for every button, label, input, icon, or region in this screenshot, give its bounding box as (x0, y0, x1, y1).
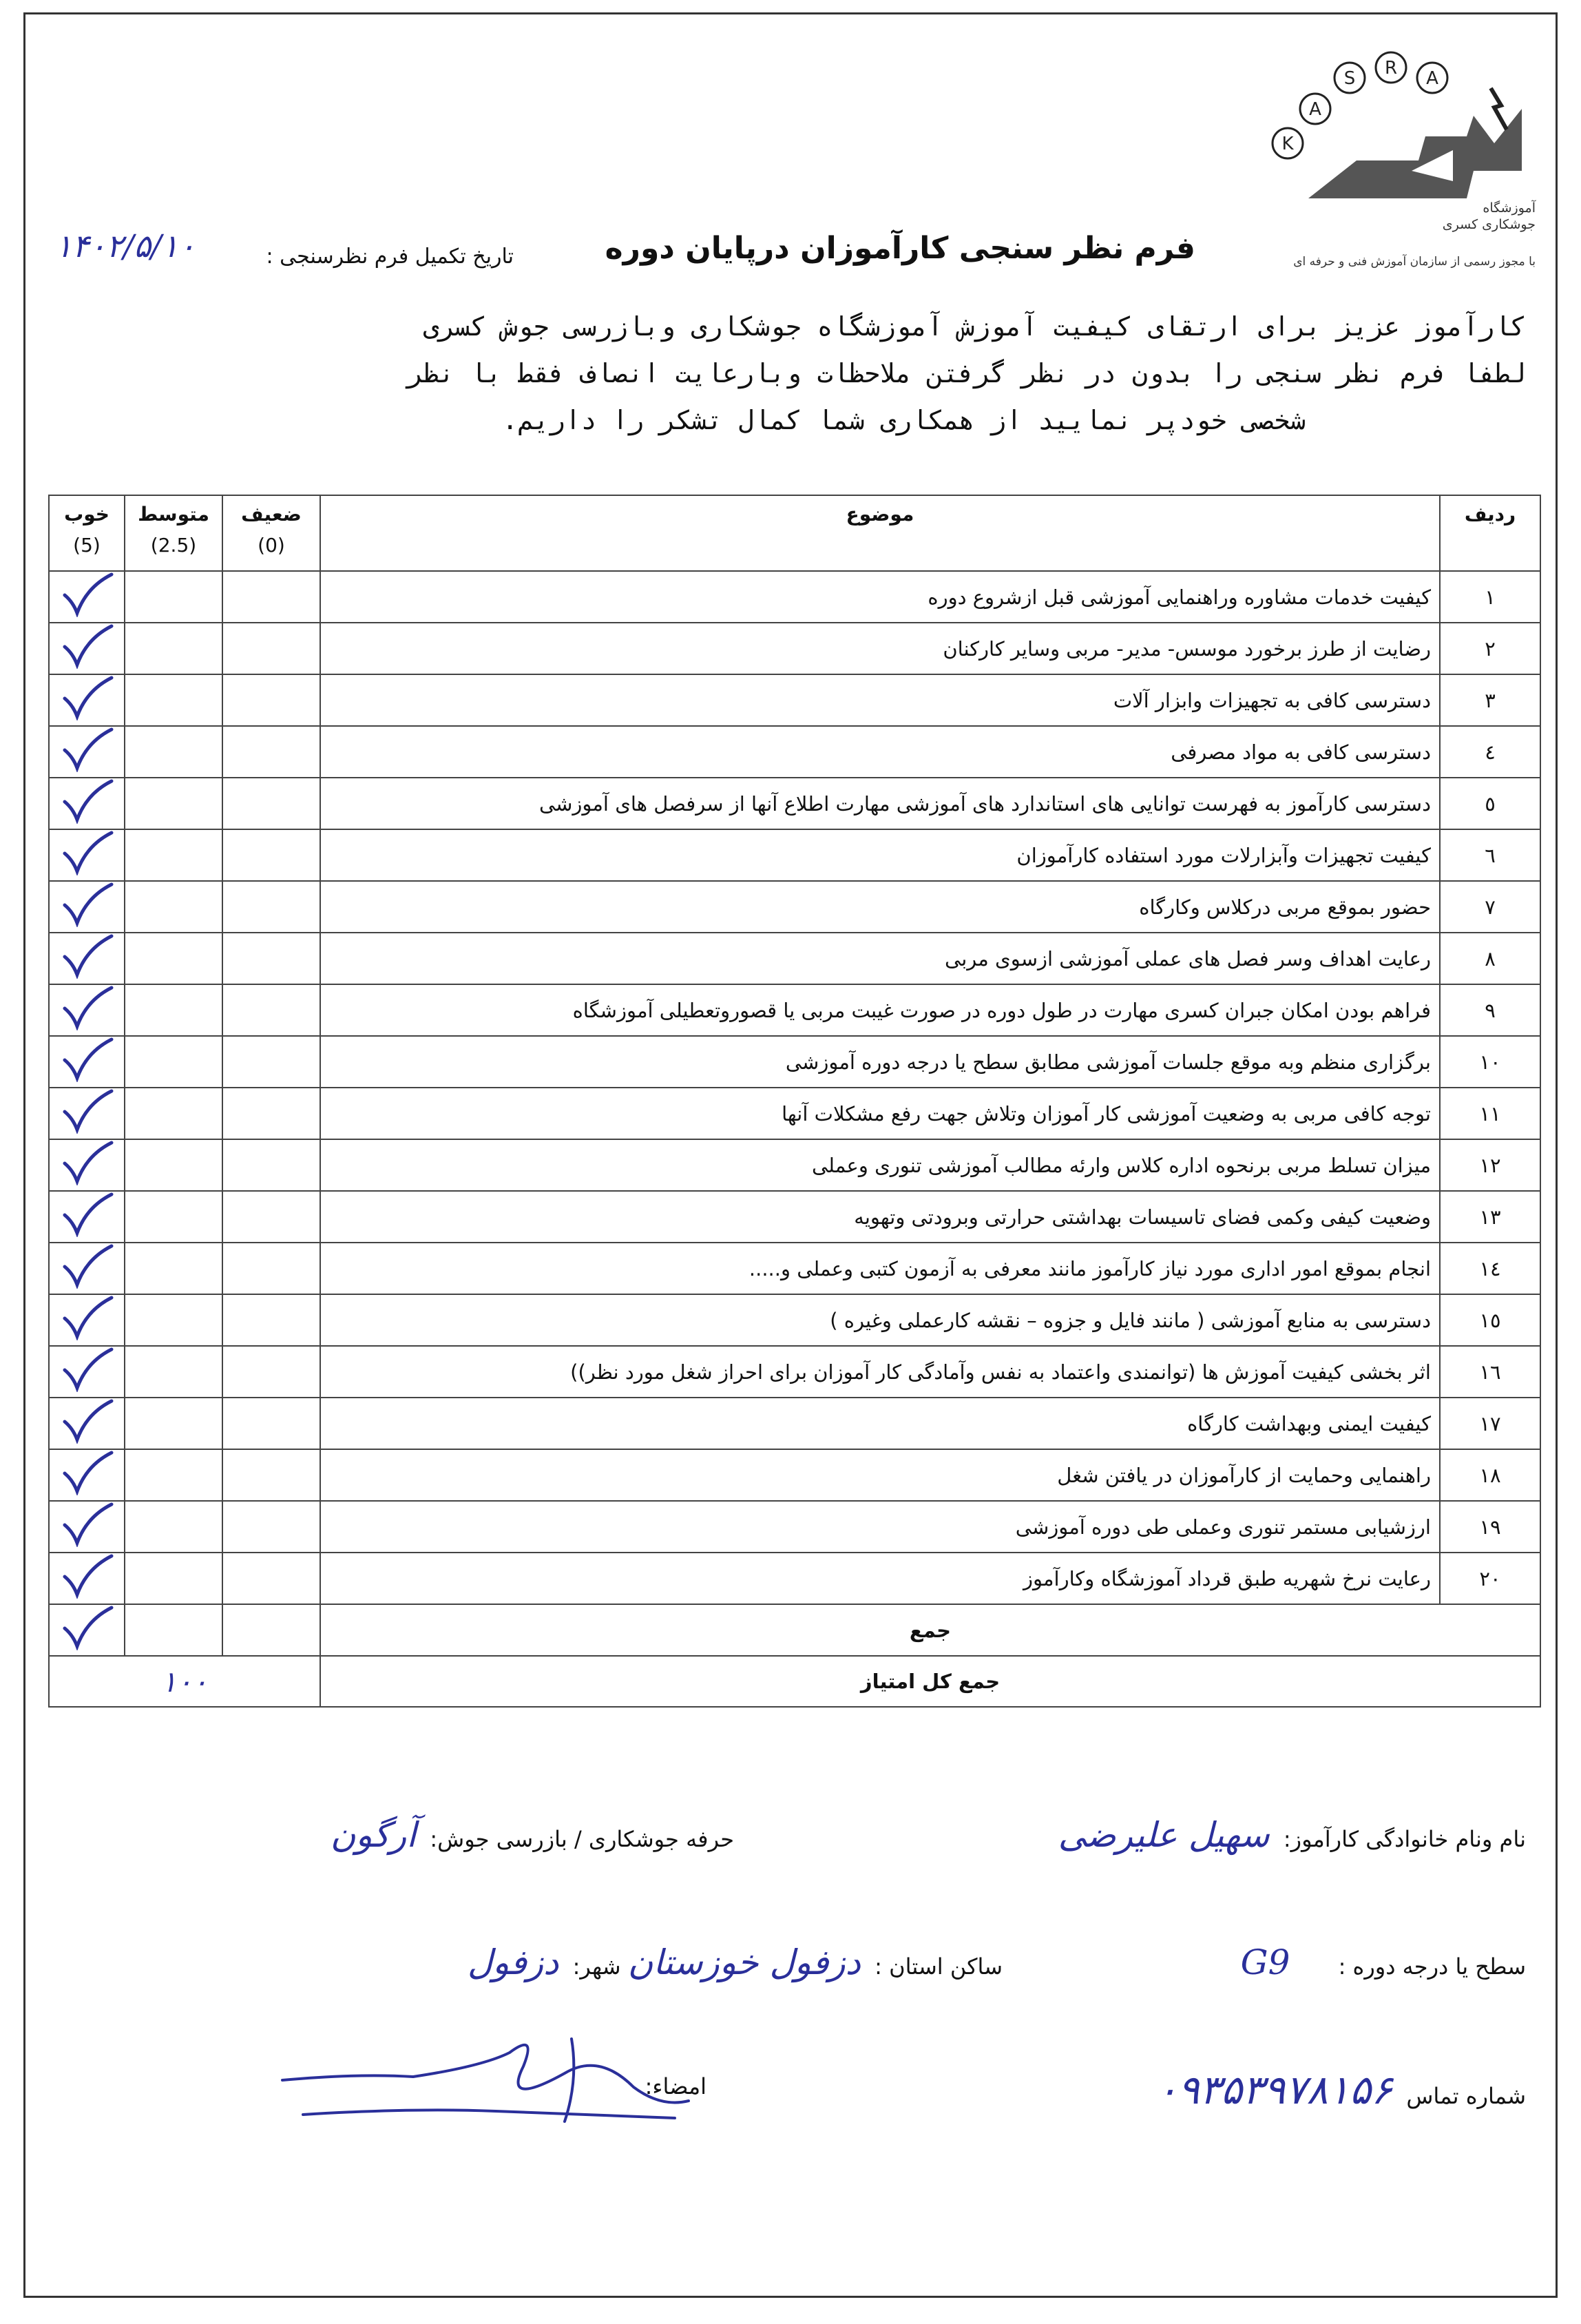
phone-value[interactable]: ۰۹۳۵۳۹۷۸۱۵۶ (1156, 2066, 1393, 2113)
rating-medium-cell[interactable] (125, 881, 222, 933)
phone-label: شماره تماس (1406, 2083, 1526, 2109)
row-topic: انجام بموقع امور اداری مورد نیاز کارآموز مانند معرفی به آزمون کتبی وعملی و..... (320, 1243, 1440, 1294)
rating-weak-cell[interactable] (222, 984, 320, 1036)
rating-medium-cell[interactable] (125, 778, 222, 829)
logo-badge-k: K (1281, 134, 1294, 154)
rating-good-cell[interactable] (49, 1243, 125, 1294)
province-field (468, 1942, 1003, 1982)
checkmark-icon (59, 572, 114, 617)
header-weak-label: ضعیف (241, 503, 302, 526)
intro-text (59, 303, 1526, 444)
sum-medium-cell (125, 1604, 222, 1656)
table-row (49, 1036, 1540, 1088)
table-row (49, 881, 1540, 933)
name-label: نام ونام خانوادگی کارآموز: (1283, 1826, 1526, 1852)
row-index: ۱۳ (1440, 1191, 1540, 1243)
rating-weak-cell[interactable] (222, 674, 320, 726)
rating-good-cell[interactable] (49, 726, 125, 778)
trade-field (331, 1815, 734, 1855)
signature[interactable] (275, 2025, 702, 2142)
rating-weak-cell[interactable] (222, 778, 320, 829)
logo-badge-r: R (1384, 58, 1398, 79)
row-topic: رضایت از طرز برخورد موسس- مدیر- مربی وسایر کارکنان (320, 623, 1440, 674)
rating-medium-cell[interactable] (125, 933, 222, 984)
rating-medium-cell[interactable] (125, 726, 222, 778)
logo-text-name: جوشکاری کسری (1442, 217, 1536, 232)
total-row (49, 1656, 1540, 1707)
rating-medium-cell[interactable] (125, 1449, 222, 1501)
header-good-score: (5) (73, 534, 101, 557)
logo-badge-a1: A (1309, 99, 1321, 120)
rating-good-cell[interactable] (49, 623, 125, 674)
rating-good-cell[interactable] (49, 571, 125, 623)
rating-medium-cell[interactable] (125, 829, 222, 881)
rating-medium-cell[interactable] (125, 1501, 222, 1553)
table-row (49, 1294, 1540, 1346)
checkmark-icon (59, 1140, 114, 1185)
rating-weak-cell[interactable] (222, 1449, 320, 1501)
row-index: ۱۹ (1440, 1501, 1540, 1553)
rating-weak-cell[interactable] (222, 1191, 320, 1243)
level-label: سطح یا درجه دوره : (1338, 1953, 1526, 1980)
header-weak (222, 495, 320, 571)
rating-good-cell[interactable] (49, 1036, 125, 1088)
rating-good-cell[interactable] (49, 1398, 125, 1449)
checkmark-icon (59, 1605, 114, 1650)
checkmark-icon (59, 1553, 114, 1599)
date-value[interactable]: ۱۴۰۲/۵/۱۰ (55, 227, 196, 264)
table-row (49, 1088, 1540, 1139)
checkmark-icon (59, 1502, 114, 1547)
row-topic: رعایت اهداف وسر فصل های عملی آموزشی ازسوی مربی (320, 933, 1440, 984)
sum-weak-cell (222, 1604, 320, 1656)
rating-medium-cell[interactable] (125, 571, 222, 623)
school-logo (1246, 40, 1536, 269)
checkmark-icon (59, 985, 114, 1030)
rating-weak-cell[interactable] (222, 623, 320, 674)
row-topic: برگزاری منظم وبه موقع جلسات آموزشی مطابق سطح یا درجه دوره آموزشی (320, 1036, 1440, 1088)
row-index: ۱۲ (1440, 1139, 1540, 1191)
rating-medium-cell[interactable] (125, 1243, 222, 1294)
rating-weak-cell[interactable] (222, 881, 320, 933)
rating-good-cell[interactable] (49, 829, 125, 881)
row-topic: راهنمایی وحمایت از کارآموزان در یافتن شغل (320, 1449, 1440, 1501)
rating-medium-cell[interactable] (125, 1191, 222, 1243)
row-index: ۱ (1440, 571, 1540, 623)
total-label: جمع کل امتیاز (320, 1656, 1540, 1707)
row-index: ٦ (1440, 829, 1540, 881)
rating-good-cell[interactable] (49, 674, 125, 726)
row-topic: کیفیت تجهیزات وآبزارلات مورد استفاده کارآموزان (320, 829, 1440, 881)
table-row (49, 778, 1540, 829)
table-row (49, 1553, 1540, 1604)
row-index: ۱٥ (1440, 1294, 1540, 1346)
row-index: ۸ (1440, 933, 1540, 984)
intro-line: کارآموز عزیز برای ارتقای کیفیت آموزش آموزشگاه جوشکاری وبازرسی جوش کسری (423, 311, 1526, 342)
table-row (49, 1346, 1540, 1398)
rating-good-cell[interactable] (49, 1191, 125, 1243)
rating-weak-cell[interactable] (222, 1036, 320, 1088)
rating-medium-cell[interactable] (125, 1346, 222, 1398)
name-value[interactable]: سهیل علیرضی (1058, 1815, 1270, 1855)
rating-medium-cell[interactable] (125, 1553, 222, 1604)
table-row (49, 1449, 1540, 1501)
header-medium-score: (2.5) (150, 534, 197, 557)
table-row (49, 1139, 1540, 1191)
row-index: ۱۱ (1440, 1088, 1540, 1139)
rating-medium-cell[interactable] (125, 1139, 222, 1191)
rating-weak-cell[interactable] (222, 1088, 320, 1139)
rating-weak-cell[interactable] (222, 933, 320, 984)
city-value[interactable]: دزفول (467, 1942, 559, 1982)
table-header-row (49, 495, 1540, 571)
row-index: ۱۸ (1440, 1449, 1540, 1501)
sum-label: جمع (320, 1604, 1540, 1656)
trade-value[interactable]: آرگون (330, 1815, 417, 1855)
rating-good-cell[interactable] (49, 1501, 125, 1553)
checkmark-icon (59, 1295, 114, 1340)
rating-medium-cell[interactable] (125, 623, 222, 674)
table-row (49, 933, 1540, 984)
rating-weak-cell[interactable] (222, 829, 320, 881)
province-label: ساکن استان : (875, 1953, 1003, 1980)
table-row (49, 1398, 1540, 1449)
row-topic: ارزشیابی مستمر تنوری وعملی طی دوره آموزشی (320, 1501, 1440, 1553)
header-weak-score: (0) (258, 534, 285, 557)
row-index: ۱۷ (1440, 1398, 1540, 1449)
logo-text-license: با مجوز رسمی از سازمان آموزش فنی و حرفه ای (1293, 255, 1536, 269)
checkmark-icon (59, 1192, 114, 1237)
signature-label: امضاء: (645, 2073, 706, 2099)
table-row (49, 829, 1540, 881)
logo-badge-a2: A (1426, 68, 1438, 89)
checkmark-icon (59, 1450, 114, 1495)
row-index: ۹ (1440, 984, 1540, 1036)
rating-good-cell[interactable] (49, 984, 125, 1036)
header-good (49, 495, 125, 571)
header-good-label: خوب (64, 503, 109, 526)
table-row (49, 571, 1540, 623)
logo-text-school: آموزشگاه (1483, 200, 1536, 216)
rating-medium-cell[interactable] (125, 674, 222, 726)
row-topic: کیفیت ایمنی وبهداشت کارگاه (320, 1398, 1440, 1449)
row-topic: وضعیت کیفی وکمی فضای تاسیسات بهداشتی حرارتی وبرودتی وتهویه (320, 1191, 1440, 1243)
checkmark-icon (59, 1088, 114, 1134)
rating-good-cell[interactable] (49, 881, 125, 933)
rating-medium-cell[interactable] (125, 1398, 222, 1449)
row-topic: اثر بخشی کیفیت آموزش ها (توانمندی واعتماد به نفس وآمادگی کار آموزان برای احراز شغل مورد نظر)) (320, 1346, 1440, 1398)
row-index: ۲ (1440, 623, 1540, 674)
rating-good-cell[interactable] (49, 1346, 125, 1398)
row-topic: حضور بموقع مربی درکلاس وکارگاه (320, 881, 1440, 933)
survey-table (48, 495, 1541, 1708)
header-topic: موضوع (320, 495, 1440, 571)
rating-good-cell[interactable] (49, 1139, 125, 1191)
sum-row (49, 1604, 1540, 1656)
form-title: فرم نظر سنجی کارآموزان درپایان دوره (605, 231, 1195, 266)
rating-medium-cell[interactable] (125, 984, 222, 1036)
rating-weak-cell[interactable] (222, 1139, 320, 1191)
row-topic: رعایت نرخ شهریه طبق قرداد آموزشگاه وکارآموز (320, 1553, 1440, 1604)
checkmark-icon (59, 1398, 114, 1444)
rating-weak-cell[interactable] (222, 1294, 320, 1346)
rating-medium-cell[interactable] (125, 1036, 222, 1088)
rating-medium-cell[interactable] (125, 1088, 222, 1139)
city-label: شهر: (572, 1953, 621, 1980)
date-label: تاریخ تکمیل فرم نظرسنجی : (266, 245, 514, 269)
table-row (49, 674, 1540, 726)
rating-weak-cell[interactable] (222, 571, 320, 623)
checkmark-icon (59, 675, 114, 720)
row-topic: میزان تسلط مربی برنحوه اداره کلاس وارئه مطالب آموزشی تنوری وعملی (320, 1139, 1440, 1191)
row-topic: فراهم بودن امکان جبران کسری مهارت در طول دوره در صورت غیبت مربی یا قصوروتعطیلی آموزشگاه (320, 984, 1440, 1036)
checkmark-icon (59, 623, 114, 669)
table-row (49, 623, 1540, 674)
row-topic: کیفیت خدمات مشاوره وراهنمایی آموزشی قبل ازشروع دوره (320, 571, 1440, 623)
row-index: ۱٤ (1440, 1243, 1540, 1294)
name-field (1058, 1815, 1526, 1855)
checkmark-icon (59, 830, 114, 875)
table-row (49, 984, 1540, 1036)
rating-weak-cell[interactable] (222, 726, 320, 778)
checkmark-icon (59, 1243, 114, 1289)
checkmark-icon (59, 933, 114, 979)
checkmark-icon (59, 1037, 114, 1082)
rating-good-cell[interactable] (49, 1449, 125, 1501)
row-index: ۱۰ (1440, 1036, 1540, 1088)
rating-good-cell[interactable] (49, 778, 125, 829)
table-row (49, 1243, 1540, 1294)
row-index: ٥ (1440, 778, 1540, 829)
trade-label: حرفه جوشکاری / بازرسی جوش: (430, 1826, 734, 1852)
row-topic: دسترسی به منابع آموزشی ( مانند فایل و جزوه – نقشه کارعملی وغیره ) (320, 1294, 1440, 1346)
rating-weak-cell[interactable] (222, 1243, 320, 1294)
level-value[interactable]: G9 (1240, 1942, 1290, 1982)
row-topic: توجه کافی مربی به وضعیت آموزشی کار آموزان وتلاش جهت رفع مشکلات آنها (320, 1088, 1440, 1139)
header-medium-label: متوسط (138, 503, 209, 526)
phone-field (1156, 2066, 1526, 2113)
row-index: ۷ (1440, 881, 1540, 933)
rating-weak-cell[interactable] (222, 1553, 320, 1604)
row-index: ۲۰ (1440, 1553, 1540, 1604)
checkmark-icon (59, 1347, 114, 1392)
rating-good-cell[interactable] (49, 1088, 125, 1139)
rating-weak-cell[interactable] (222, 1501, 320, 1553)
province-value[interactable]: دزفول خوزستان (627, 1942, 861, 1982)
row-index: ٤ (1440, 726, 1540, 778)
table-row (49, 1501, 1540, 1553)
rating-good-cell[interactable] (49, 1294, 125, 1346)
row-topic: دسترسی کافی به مواد مصرفی (320, 726, 1440, 778)
rating-good-cell[interactable] (49, 1553, 125, 1604)
header-medium (125, 495, 222, 571)
row-topic: دسترسی کارآموز به فهرست توانایی های استاندارد های آموزشی مهارت اطلاع آنها از سرفصل های آموزشی (320, 778, 1440, 829)
total-value[interactable]: ۱۰۰ (49, 1656, 320, 1707)
intro-line: شخصی خودپر نمایید از همکاری شما کمال تشکر را داریم. (502, 405, 1306, 435)
rating-good-cell[interactable] (49, 933, 125, 984)
level-field (1241, 1942, 1526, 1982)
checkmark-icon (59, 882, 114, 927)
signature-drawing (275, 2025, 702, 2142)
sum-good-cell[interactable] (49, 1604, 125, 1656)
rating-weak-cell[interactable] (222, 1398, 320, 1449)
row-index: ۳ (1440, 674, 1540, 726)
intro-line: لطفا فرم نظر سنجی را بدون در نظر گرفتن ملاحظات وبارعایت انصاف فقط با نظر (407, 358, 1526, 388)
table-row (49, 1191, 1540, 1243)
rating-weak-cell[interactable] (222, 1346, 320, 1398)
table-row (49, 726, 1540, 778)
rating-medium-cell[interactable] (125, 1294, 222, 1346)
logo-badge-s: S (1343, 68, 1356, 89)
row-index: ۱٦ (1440, 1346, 1540, 1398)
header-index: ردیف (1440, 495, 1540, 571)
checkmark-icon (59, 778, 114, 824)
checkmark-icon (59, 727, 114, 772)
row-topic: دسترسی کافی به تجهیزات وابزار آلات (320, 674, 1440, 726)
